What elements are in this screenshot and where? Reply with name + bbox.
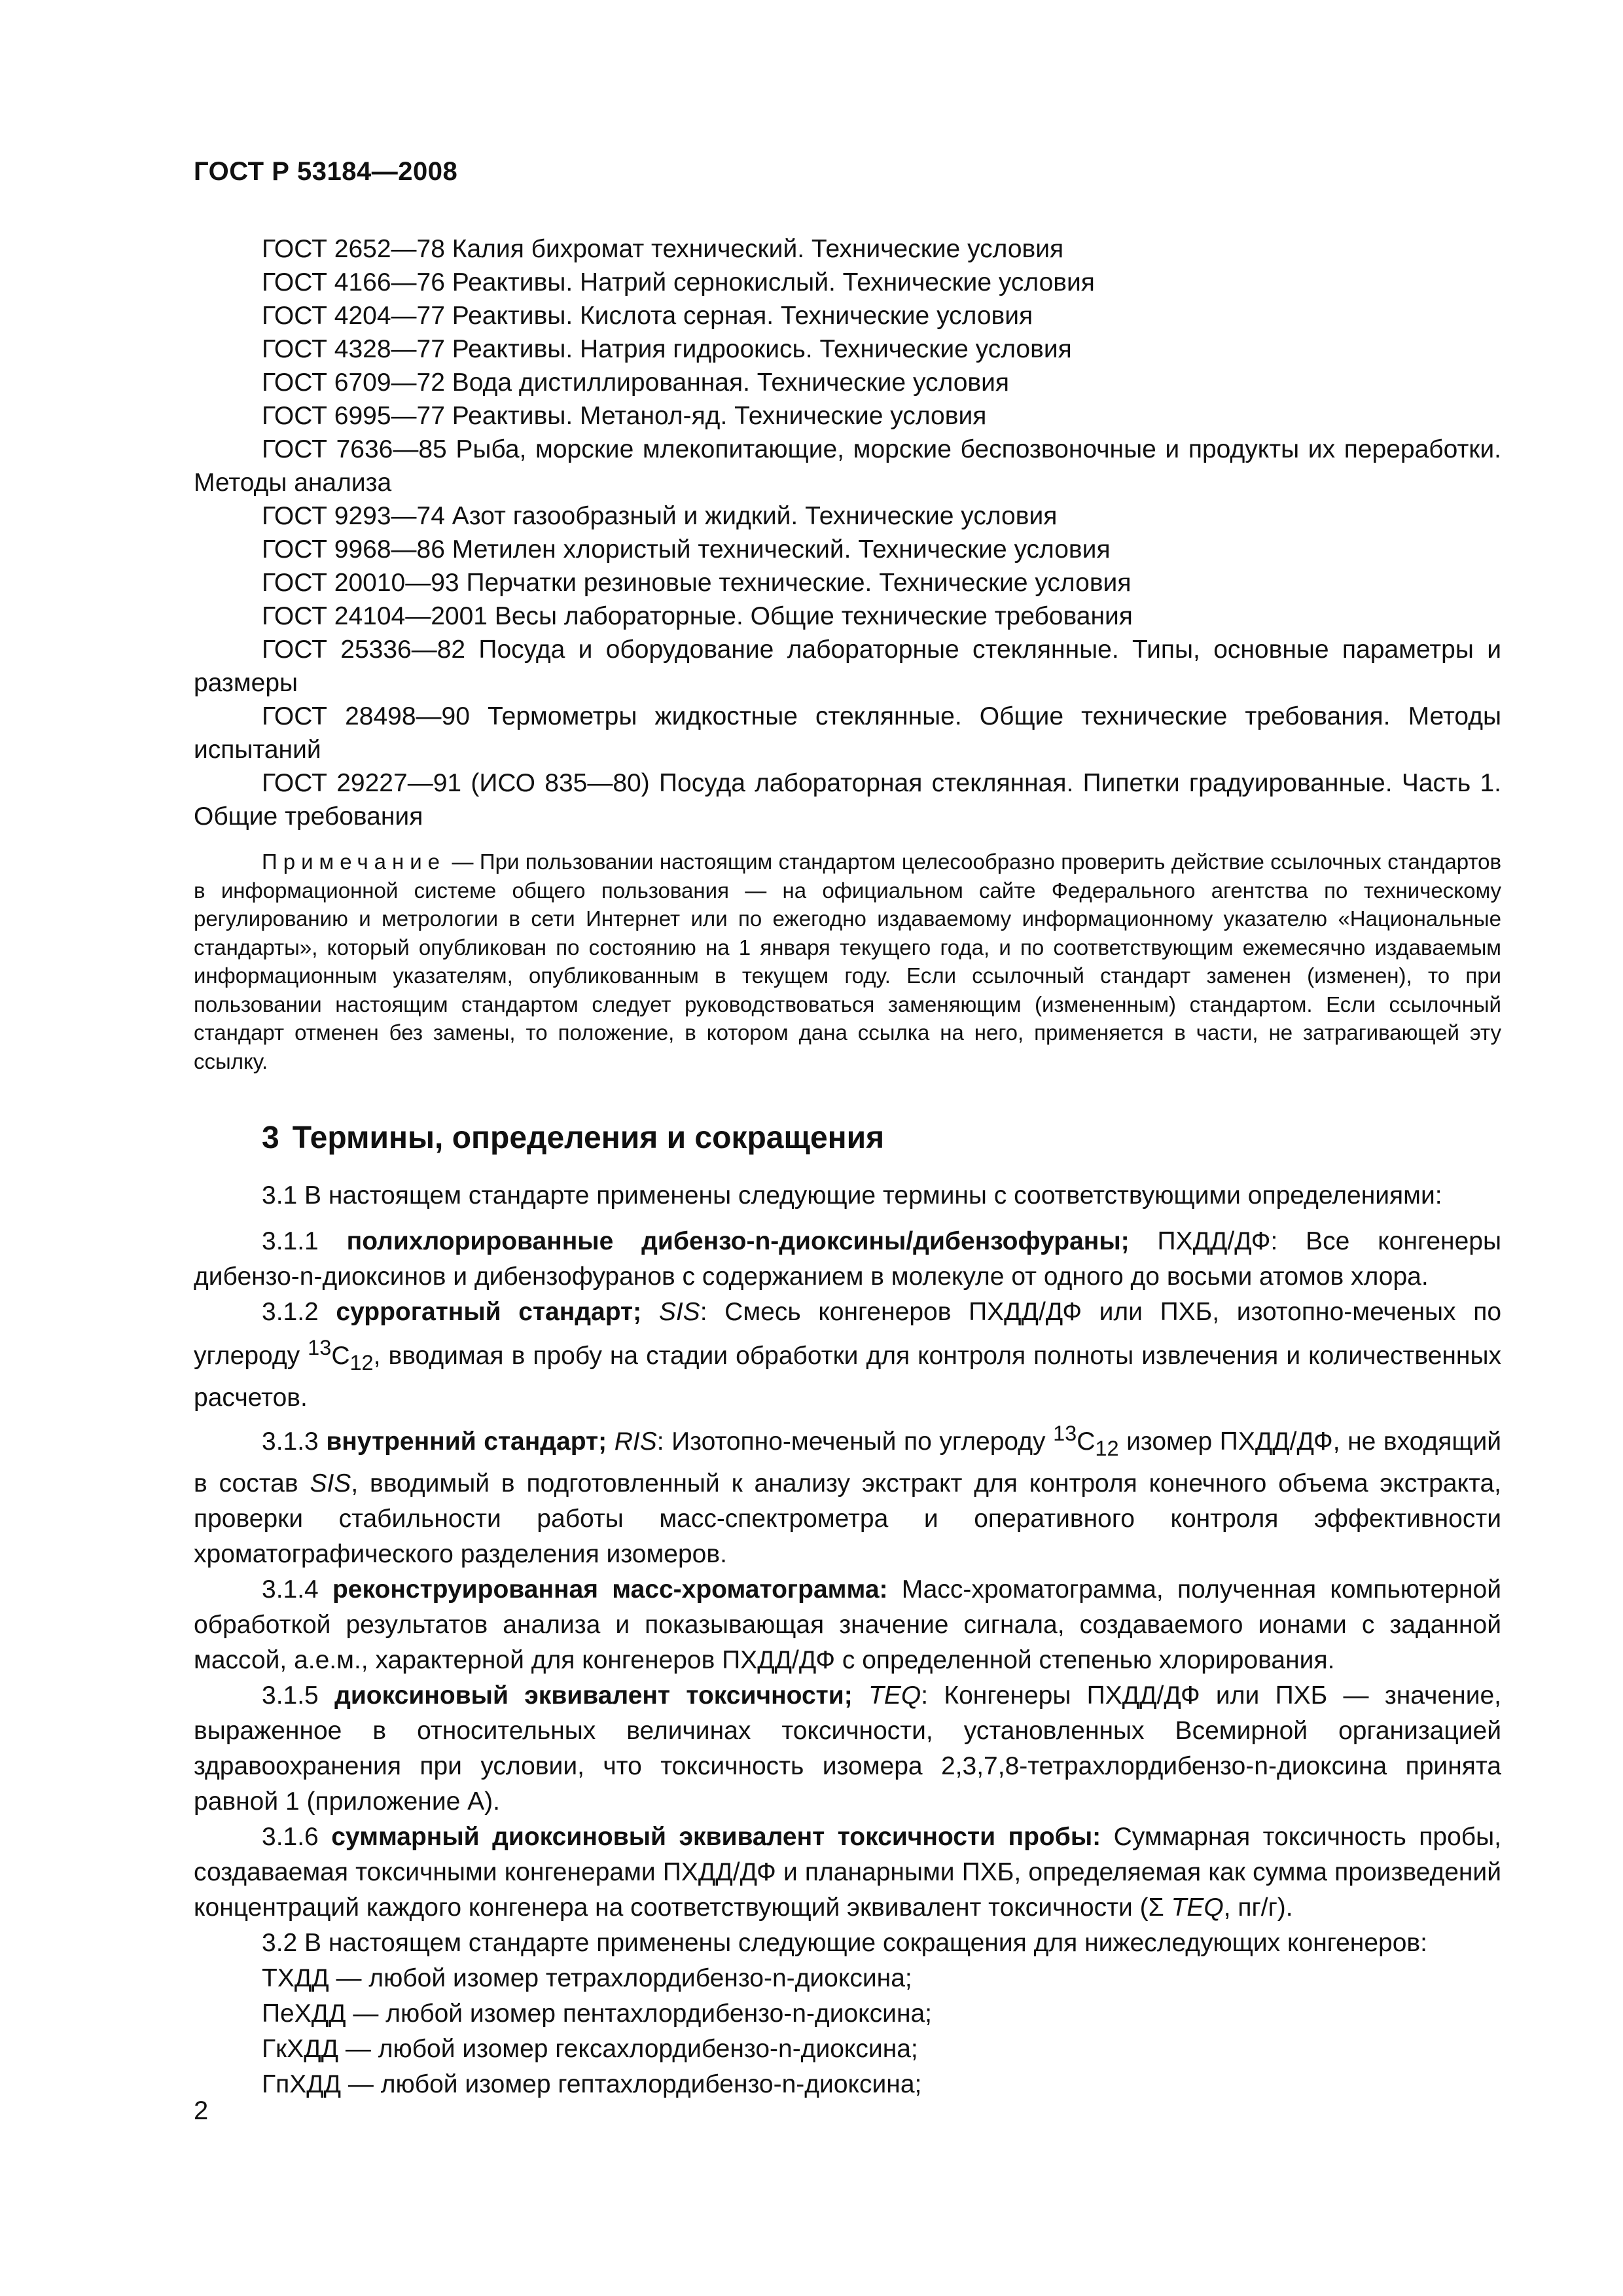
abbreviation-item: ТХДД — любой изомер тетрахлордибензо-n-диоксина; <box>262 1964 912 1992</box>
note-text: — При пользовании настоящим стандартом целесообразно проверить действие ссылочных стандартов в информационной системе общего пользования — на официальном сайте Федерального агентства по техническому регулированию и метрологии в сети Интернет или по ежегодно издаваемому информационному указателю «Национальные стандарты», который опубликован по состоянию на 1 января текущего года, и по соответствующим ежемесячно издаваемым информационным указателям, опубликованным в текущем году. Если ссылочный стандарт заменен (изменен), то при пользовании настоящим стандартом следует руководствоваться заменяющим (измененным) стандартом. Если ссылочный стандарт отменен без замены, то положение, в котором дана ссылка на него, применяется в части, не затрагивающей эту ссылку. <box>194 850 1501 1073</box>
term-name: внутренний стандарт; <box>326 1427 607 1456</box>
term-definition: , пг/г). <box>1223 1893 1293 1922</box>
reference-item: ГОСТ 6709—72 Вода дистиллированная. Технические условия <box>262 368 1010 397</box>
term-name: диоксиновый эквивалент токсичности; <box>334 1681 853 1710</box>
term-abbr: TEQ <box>1171 1893 1224 1922</box>
reference-item: ГОСТ 9293—74 Азот газообразный и жидкий. Технические условия <box>262 502 1058 530</box>
reference-item: ГОСТ 9968—86 Метилен хлористый технический. Технические условия <box>262 535 1111 564</box>
term-definition: , вводимая в пробу на стадии обработки для контроля полноты извлечения и количественных расчетов. <box>194 1342 1501 1412</box>
section-heading <box>262 1120 1501 1156</box>
term-3-1-4 <box>194 1572 1501 1678</box>
term-3-1-1 <box>194 1224 1501 1295</box>
reference-item: ГОСТ 2652—78 Калия бихромат технический. Технические условия <box>262 235 1064 263</box>
term-number: 3.1.2 <box>262 1298 336 1326</box>
clause-3-2: 3.2 В настоящем стандарте применены следующие сокращения для нижеследующих конгенеров: <box>262 1928 1427 1957</box>
reference-item: ГОСТ 6995—77 Реактивы. Метанол-яд. Технические условия <box>262 402 987 430</box>
reference-item: ГОСТ 25336—82 Посуда и оборудование лабораторные стеклянные. Типы, основные параметры и размеры <box>194 636 1501 697</box>
term-3-1-2 <box>194 1295 1501 1416</box>
reference-item: ГОСТ 4328—77 Реактивы. Натрия гидроокись. Технические условия <box>262 335 1072 363</box>
term-number: 3.1.4 <box>262 1575 332 1604</box>
term-number: 3.1.3 <box>262 1427 327 1456</box>
section-title: Термины, определения и сокращения <box>292 1121 885 1155</box>
reference-item: ГОСТ 28498—90 Термометры жидкостные стеклянные. Общие технические требования. Методы испытаний <box>194 702 1501 764</box>
reference-note <box>194 848 1501 1075</box>
term-definition: : Конгенеры ПХДД/ДФ или ПХБ — значение, выраженное в относительных величинах токсичности, установленных Всемирной организацией здравоохранения при условии, что токсичность изомера 2,3,7,8-тетрахлордибензо-n-диоксина принята равной 1 (приложение А). <box>194 1681 1501 1816</box>
reference-item: ГОСТ 7636—85 Рыба, морские млекопитающие, морские беспозвоночные и продукты их переработки. Методы анализа <box>194 435 1501 497</box>
term-definition: ПХДД/ДФ: Все конгенеры дибензо-n-диоксинов и дибензофуранов с содержанием в молекуле от одного до восьми атомов хлора. <box>194 1227 1501 1291</box>
section-number: 3 <box>262 1121 279 1155</box>
carbon-symbol: C <box>331 1342 350 1370</box>
page-content <box>194 232 1501 2102</box>
carbon-symbol: C <box>1077 1427 1096 1456</box>
term-number: 3.1.1 <box>262 1227 347 1255</box>
note-label: Примечание <box>262 850 446 874</box>
reference-item: ГОСТ 4204—77 Реактивы. Кислота серная. Технические условия <box>262 302 1033 330</box>
term-definition: изомер ПХДД/ДФ, не входящий в состав <box>194 1427 1502 1498</box>
carbon-subscript: 12 <box>349 1350 374 1374</box>
term-name: реконструированная масс-хроматограмма: <box>332 1575 888 1604</box>
page-header-title: ГОСТ Р 53184—2008 <box>194 157 458 186</box>
term-name: суррогатный стандарт; <box>336 1298 642 1326</box>
isotope-superscript: 13 <box>308 1336 332 1359</box>
sigma-symbol: Σ <box>1148 1893 1171 1922</box>
isotope-superscript: 13 <box>1053 1421 1077 1445</box>
term-abbr: SIS <box>310 1469 351 1498</box>
term-number: 3.1.6 <box>262 1822 332 1851</box>
abbreviation-item: ГкХДД — любой изомер гексахлордибензо-n-диоксина; <box>262 2034 918 2063</box>
page-number: 2 <box>194 2096 209 2125</box>
abbreviation-item: ГпХДД — любой изомер гептахлордибензо-n-диоксина; <box>262 2070 922 2098</box>
term-definition: , вводимый в подготовленный к анализу экстракт для контроля конечного объема экстракта, проверки стабильности работы масс-спектрометра и оперативного контроля эффективности хроматографического разделения изомеров. <box>194 1469 1501 1568</box>
term-abbr: TEQ <box>868 1681 921 1710</box>
term-3-1-3 <box>194 1416 1501 1572</box>
term-3-1-5 <box>194 1678 1501 1820</box>
reference-item: ГОСТ 29227—91 (ИСО 835—80) Посуда лабораторная стеклянная. Пипетки градуированные. Часть 1. Общие требования <box>194 769 1501 831</box>
term-abbr: RIS <box>614 1427 657 1456</box>
term-definition: Суммарная токсичность пробы, создаваемая токсичными конгенерами ПХДД/ДФ и планарными ПХБ, определяемая как сумма произведений концентраций каждого конгенера на соответствующий эквивалент токсичности ( <box>194 1822 1501 1922</box>
term-name: суммарный диоксиновый эквивалент токсичности пробы: <box>331 1822 1101 1851</box>
carbon-subscript: 12 <box>1095 1436 1119 1460</box>
reference-item: ГОСТ 24104—2001 Весы лабораторные. Общие технические требования <box>262 602 1133 630</box>
term-name: полихлорированные дибензо-n-диоксины/дибензофураны; <box>346 1227 1130 1255</box>
term-definition: : Смесь конгенеров ПХДД/ДФ или ПХБ, изотопно-меченых по углероду <box>194 1298 1502 1370</box>
clause-3-1: 3.1 В настоящем стандарте применены следующие термины с соответствующими определениями: <box>262 1181 1442 1210</box>
abbreviation-item: ПеХДД — любой изомер пентахлордибензо-n-диоксина; <box>262 1999 933 2028</box>
term-definition: : Изотопно-меченый по углероду <box>656 1427 1054 1456</box>
reference-item: ГОСТ 4166—76 Реактивы. Натрий сернокислый. Технические условия <box>262 268 1095 296</box>
term-definition: Масс-хроматограмма, полученная компьютерной обработкой результатов анализа и показывающая значение сигнала, создаваемого ионами с заданной массой, а.е.м., характерной для конгенеров ПХДД/ДФ с определенной степенью хлорирования. <box>194 1575 1501 1674</box>
term-number: 3.1.5 <box>262 1681 335 1710</box>
term-3-1-6 <box>194 1820 1501 1926</box>
term-abbr: SIS <box>658 1298 700 1326</box>
reference-item: ГОСТ 20010—93 Перчатки резиновые технические. Технические условия <box>262 569 1132 597</box>
